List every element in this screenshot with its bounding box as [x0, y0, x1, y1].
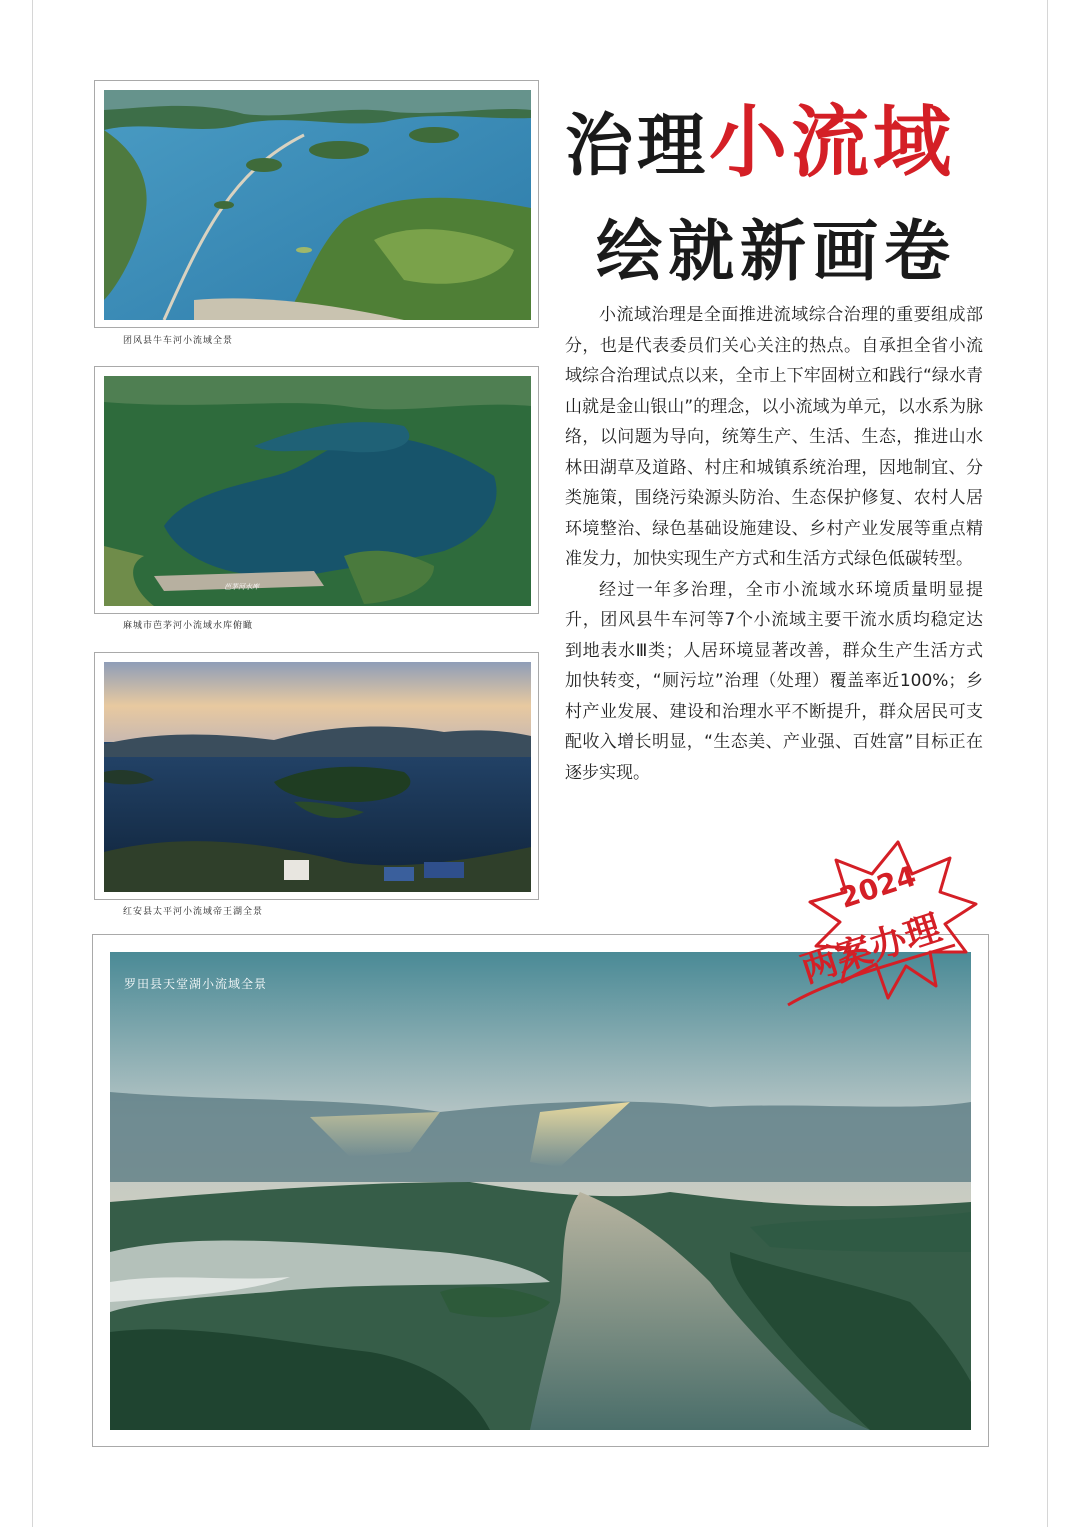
page-edge-right: [1047, 0, 1048, 1527]
photo-1-caption: 团风县牛车河小流域全景: [123, 336, 234, 346]
photo-2-caption: 麻城市芭茅河小流域水库俯瞰: [123, 621, 254, 631]
photo-2-reservoir-dam: [104, 376, 531, 606]
photo-frame-4: [92, 934, 989, 1447]
stamp-year: 2024: [835, 859, 921, 915]
photo-3-lake-sunset: [104, 662, 531, 892]
stamp-text: 两案办理: [796, 906, 947, 991]
page-edge-left: [32, 0, 33, 1527]
year-stamp: [780, 840, 980, 1010]
photo-frame-3: [94, 652, 539, 900]
page-subtitle: 绘就新画卷: [596, 212, 956, 290]
title-part-1: 治理: [565, 106, 710, 186]
paragraph-2: 经过一年多治理，全市小流域水环境质量明显提升，团风县牛车河等7个小流域主要干流水质均稳定达到地表水Ⅲ类；人居环境显著改善，群众生产生活方式加快转变，“厕污垃”治理（处理）覆盖率近100%；乡村产业发展、建设和治理水平不断提升，群众居民可支配收入增长明显，“生态美、产业强、百姓富”目标正在逐步实现。: [565, 579, 983, 783]
paragraph-1: 小流域治理是全面推进流域综合治理的重要组成部分，也是代表委员们关心关注的热点。自承担全省小流域综合治理试点以来，全市上下牢固树立和践行“绿水青山就是金山银山”的理念，以小流域为单元，以水系为脉络，以问题为导向，统筹生产、生活、生态，推进山水林田湖草及道路、村庄和城镇系统治理，因地制宜、分类施策，围绕污染源头防治、生态保护修复、农村人居环境整治、绿色基础设施建设、乡村产业发展等重点精准发力，加快实现生产方式和生活方式绿色低碳转型。: [565, 305, 983, 569]
photo-frame-2: [94, 366, 539, 614]
photo-1-reservoir-aerial: [104, 90, 531, 320]
photo-4-tiantang-lake: [110, 952, 971, 1430]
title-part-2: 小流域: [709, 97, 956, 188]
photo-frame-1: [94, 80, 539, 328]
dam-text: 芭茅河水库: [224, 583, 259, 591]
page-title: [565, 80, 956, 188]
photo-4-caption: 罗田县天堂湖小流域全景: [124, 977, 268, 991]
photo-3-caption: 红安县太平河小流域帝王湖全景: [123, 907, 264, 917]
article-body: [565, 300, 983, 788]
